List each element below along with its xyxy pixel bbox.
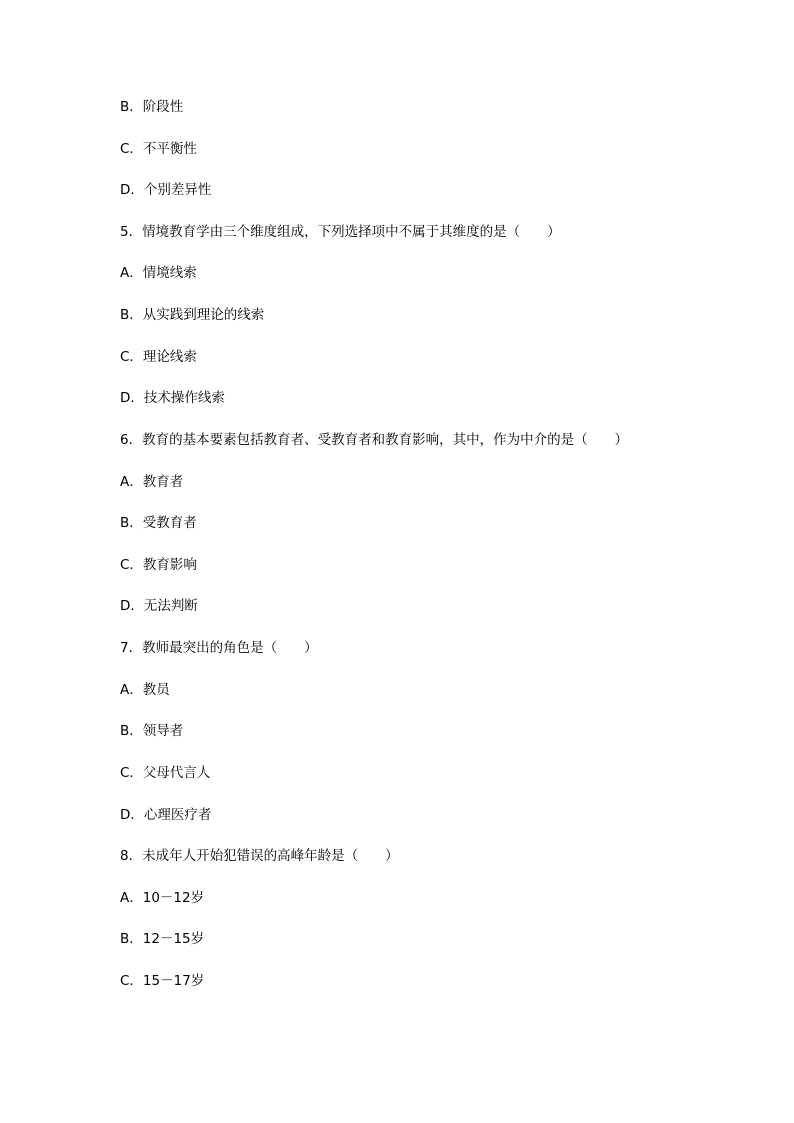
option-b-q8: B．12－15岁: [120, 931, 205, 947]
option-d-q5: D．技术操作线索: [120, 390, 225, 406]
option-b-q4: B．阶段性: [120, 99, 184, 115]
option-c-q8: C．15－17岁: [120, 973, 205, 989]
question-8: 8．未成年人开始犯错误的高峰年龄是（ ）: [120, 848, 399, 864]
question-6: 6．教育的基本要素包括教育者、受教育者和教育影响，其中，作为中介的是（ ）: [120, 432, 629, 448]
option-d-q4: D．个别差异性: [120, 182, 212, 198]
option-b-q5: B．从实践到理论的线索: [120, 307, 265, 323]
option-c-q7: C．父母代言人: [120, 765, 211, 781]
option-d-q7: D．心理医疗者: [120, 807, 212, 823]
question-5: 5．情境教育学由三个维度组成，下列选择项中不属于其维度的是（ ）: [120, 224, 561, 240]
option-d-q6: D．无法判断: [120, 598, 198, 614]
option-b-q6: B．受教育者: [120, 515, 197, 531]
option-a-q5: A．情境线索: [120, 265, 197, 281]
option-a-q8: A．10－12岁: [120, 890, 205, 906]
question-7: 7．教师最突出的角色是（ ）: [120, 640, 318, 656]
option-c-q5: C．理论线索: [120, 349, 197, 365]
option-b-q7: B．领导者: [120, 723, 184, 739]
option-c-q6: C．教育影响: [120, 557, 197, 573]
option-a-q6: A．教育者: [120, 474, 184, 490]
option-c-q4: C．不平衡性: [120, 141, 197, 157]
option-a-q7: A．教员: [120, 682, 170, 698]
